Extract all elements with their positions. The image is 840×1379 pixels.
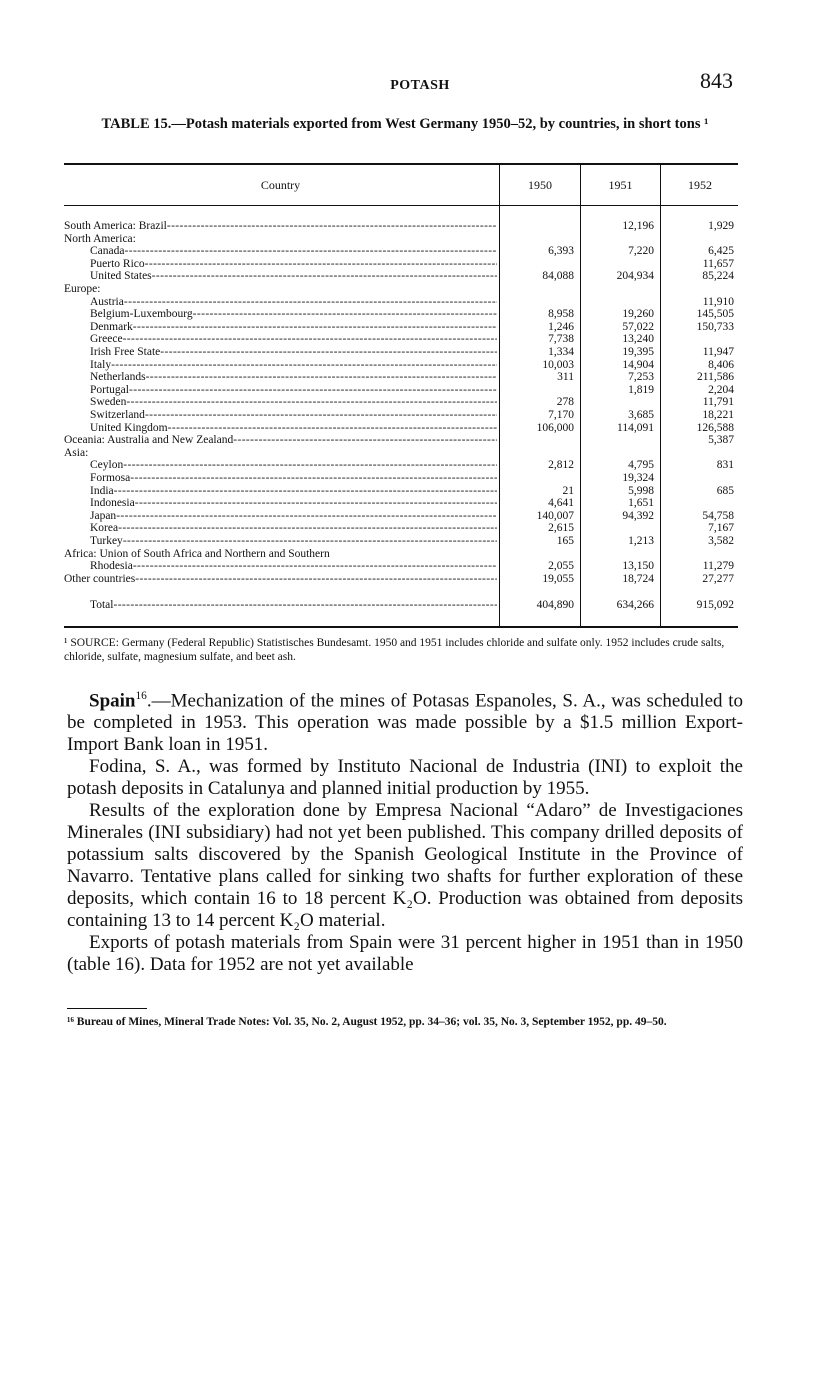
value-1952: 18,221 <box>702 409 734 421</box>
value-1952: 2,204 <box>708 383 734 396</box>
value-1951: 7,253 <box>628 371 654 384</box>
value-1951: 18,724 <box>622 572 654 585</box>
value-1952: 8,406 <box>708 358 734 371</box>
value-1950: 19,055 <box>542 572 574 585</box>
header-1951: 1951 <box>580 165 660 205</box>
country-name: Turkey ----- <box>64 535 497 548</box>
value-1952: 831 <box>716 459 734 472</box>
table-row <box>64 522 738 535</box>
value-1950: 140,007 <box>536 509 574 522</box>
body-text <box>67 685 743 976</box>
value-1951: 13,150 <box>622 560 654 573</box>
paragraph-results: Results of the exploration done by Empresa Nacional “Adaro” de Investigaciones Minerales (INI subsidiary) had not yet been published. This company drilled deposits of potassium salts discovered by the Spanish Geological Institute in the Province of Navarro. Tentative plans called for sinking two shafts for further exploration of these deposits, which contain 16 to 18 percent K₂O. Production was obtained from deposits containing 13 to 14 percent K₂O material. <box>67 800 743 932</box>
value-1952: 1,929 <box>708 220 734 232</box>
country-name: Ceylon ----- <box>64 459 497 472</box>
value-1951: 19,324 <box>622 472 654 484</box>
table-row <box>64 497 738 510</box>
table-row <box>64 422 738 435</box>
total-1950: 404,890 <box>536 599 574 612</box>
value-1951: 5,998 <box>628 484 654 497</box>
country-name: Switzerland ----- <box>64 409 497 422</box>
table-row <box>64 409 738 422</box>
value-1950: 2,055 <box>548 560 574 573</box>
value-1952: 11,910 <box>702 295 734 308</box>
country-name: Asia: <box>64 446 89 459</box>
table-row <box>64 258 738 271</box>
value-1952: 11,657 <box>702 257 734 270</box>
value-1951: 19,395 <box>622 346 654 358</box>
value-1951: 1,651 <box>628 497 654 510</box>
table-row <box>64 359 738 372</box>
table-body <box>64 206 738 626</box>
country-name: Denmark ----- <box>64 321 497 334</box>
table-row <box>64 220 738 233</box>
country-name: South America: Brazil ----- <box>64 220 497 233</box>
country-name: North America: <box>64 232 136 245</box>
paragraph-fodina: Fodina, S. A., was formed by Instituto Nacional de Industria (INI) to exploit the potash deposits in Catalunya and planned initial production by 1955. <box>67 756 743 800</box>
value-1952: 145,505 <box>696 308 734 321</box>
value-1950: 1,246 <box>548 320 574 333</box>
table-row <box>64 333 738 346</box>
total-label: Total ----- <box>64 599 497 612</box>
country-name: United States ----- <box>64 270 497 283</box>
table-row <box>64 447 738 460</box>
country-name: Indonesia ----- <box>64 497 497 510</box>
value-1950: 10,003 <box>542 358 574 371</box>
value-1952: 7,167 <box>708 522 734 535</box>
table-row <box>64 321 738 334</box>
header-1952: 1952 <box>660 165 739 205</box>
country-name: Oceania: Australia and New Zealand ----- <box>64 434 497 447</box>
table-row <box>64 548 738 561</box>
country-name: Africa: Union of South Africa and Northern and Southern <box>64 547 330 560</box>
country-name: United Kingdom ----- <box>64 422 497 435</box>
bureau-footnote: ¹⁶ Bureau of Mines, Mineral Trade Notes: Vol. 35, No. 2, August 1952, pp. 34–36; vol. 35, No. 3, September 1952, pp. 49–50. <box>67 1016 667 1028</box>
table-row <box>64 296 738 309</box>
value-1951: 7,220 <box>628 245 654 258</box>
header-country: Country <box>260 178 301 192</box>
value-1951: 13,240 <box>622 333 654 346</box>
country-name: Irish Free State ----- <box>64 346 497 359</box>
table-header <box>64 165 738 206</box>
value-1950: 311 <box>557 371 574 384</box>
table-title: TABLE 15.—Potash materials exported from West Germany 1950–52, by countries, in short tons ¹ <box>101 116 709 132</box>
table-row <box>64 346 738 359</box>
value-1950: 4,641 <box>548 497 574 510</box>
country-name: Belgium-Luxembourg ----- <box>64 308 497 321</box>
country-name: Sweden ----- <box>64 396 497 409</box>
value-1950: 1,334 <box>548 346 574 358</box>
table-row <box>64 371 738 384</box>
value-1950: 84,088 <box>542 270 574 283</box>
value-1952: 11,791 <box>702 396 734 409</box>
country-name: Netherlands ----- <box>64 371 497 384</box>
footnote-ref: 16 <box>135 690 147 702</box>
table-row <box>64 560 738 573</box>
country-name: Puerto Rico ----- <box>64 258 497 271</box>
table-row <box>64 510 738 523</box>
table-row <box>64 485 738 498</box>
value-1952: 3,582 <box>708 535 734 547</box>
country-name: Other countries ----- <box>64 573 497 586</box>
footnote-rule <box>67 1008 147 1009</box>
paragraph-exports: Exports of potash materials from Spain were 31 percent higher in 1951 than in 1950 (table 16). Data for 1952 are not yet available <box>67 932 743 976</box>
running-title: POTASH <box>390 78 450 93</box>
table-row <box>64 283 738 296</box>
country-name: Austria ----- <box>64 296 497 309</box>
value-1951: 12,196 <box>622 220 654 232</box>
spain-heading: Spain <box>89 690 136 712</box>
table-bottom-rule <box>64 626 738 628</box>
value-1952: 85,224 <box>702 270 734 283</box>
country-name: Formosa ----- <box>64 472 497 485</box>
value-1950: 7,170 <box>548 409 574 421</box>
value-1952: 126,588 <box>696 421 734 434</box>
table-row <box>64 384 738 397</box>
value-1950: 165 <box>556 535 574 547</box>
country-name: India ----- <box>64 485 497 498</box>
country-name: Italy ----- <box>64 359 497 372</box>
value-1952: 5,387 <box>708 434 734 447</box>
country-name: Japan ----- <box>64 510 497 523</box>
value-1951: 94,392 <box>622 509 654 522</box>
value-1951: 3,685 <box>628 409 654 421</box>
value-1950: 278 <box>556 396 574 409</box>
value-1950: 7,738 <box>548 333 574 346</box>
country-name: Europe: <box>64 283 101 295</box>
export-table <box>64 163 738 628</box>
value-1950: 106,000 <box>536 421 574 434</box>
total-row <box>64 599 738 612</box>
value-1950: 2,615 <box>548 522 574 535</box>
table-row <box>64 459 738 472</box>
table-row <box>64 434 738 447</box>
country-name: Portugal ----- <box>64 384 497 397</box>
table-row <box>64 573 738 586</box>
value-1952: 211,586 <box>697 371 734 384</box>
value-1952: 11,947 <box>702 346 734 358</box>
value-1952: 150,733 <box>696 320 734 333</box>
value-1952: 27,277 <box>702 572 734 585</box>
table-row <box>64 245 738 258</box>
page-number: 843 <box>700 68 733 93</box>
value-1950: 2,812 <box>548 459 574 472</box>
table-row <box>64 396 738 409</box>
table-row <box>64 472 738 485</box>
value-1952: 685 <box>716 484 734 497</box>
value-1951: 1,213 <box>628 535 654 547</box>
country-name: Korea ----- <box>64 522 497 535</box>
country-name: Canada ----- <box>64 245 497 258</box>
country-name: Rhodesia ----- <box>64 560 497 573</box>
value-1952: 6,425 <box>708 245 734 258</box>
value-1952: 54,758 <box>702 509 734 522</box>
total-1951: 634,266 <box>616 599 654 612</box>
paragraph-text: .—Mechanization of the mines of Potasas Espanoles, S. A., was scheduled to be completed in 1953. This operation was made possible by a $1.5 million Export-Import Bank loan in 1951. <box>67 690 743 756</box>
value-1952: 11,279 <box>702 560 734 573</box>
value-1951: 114,091 <box>617 421 654 434</box>
table-source-footnote: ¹ SOURCE: Germany (Federal Republic) Statistisches Bundesamt. 1950 and 1951 includes chloride and sulfate only. 1952 includes crude salts, chloride, sulfate, magnesium sulfate, and beet ash. <box>64 637 725 663</box>
value-1950: 6,393 <box>548 245 574 258</box>
table-row <box>64 308 738 321</box>
country-name: Greece ----- <box>64 333 497 346</box>
table-row <box>64 233 738 246</box>
total-1952: 915,092 <box>696 599 734 612</box>
table-row <box>64 535 738 548</box>
value-1951: 57,022 <box>622 320 654 333</box>
value-1951: 1,819 <box>628 383 654 396</box>
header-1950: 1950 <box>499 165 580 205</box>
value-1951: 204,934 <box>616 270 654 283</box>
value-1951: 4,795 <box>628 459 654 472</box>
table-row <box>64 270 738 283</box>
value-1951: 19,260 <box>622 308 654 321</box>
value-1951: 14,904 <box>622 358 654 371</box>
paragraph-spain <box>67 685 743 756</box>
value-1950: 21 <box>562 484 574 497</box>
value-1950: 8,958 <box>548 308 574 321</box>
